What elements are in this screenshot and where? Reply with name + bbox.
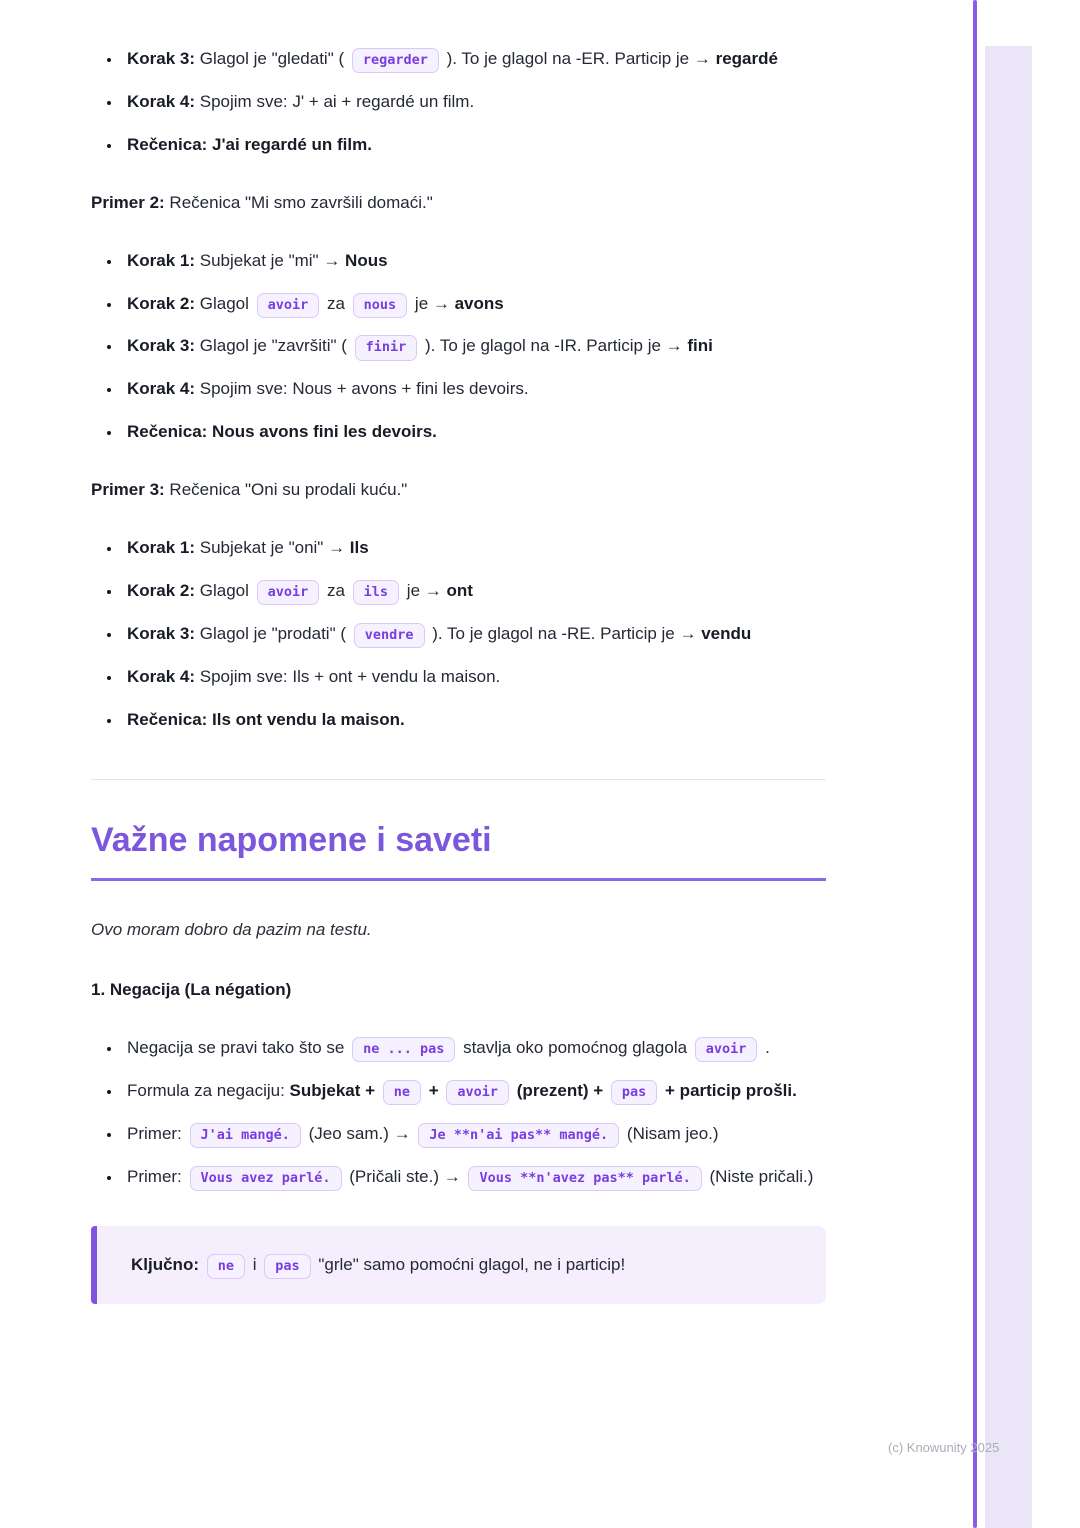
text-segment: za (322, 293, 350, 313)
text-segment: Glagol je "prodati" ( (195, 623, 351, 643)
text-segment: Glagol (195, 293, 254, 313)
list-item (122, 331, 826, 361)
text-segment: (Nisam jeo.) (622, 1124, 719, 1144)
list-item (122, 576, 826, 606)
bold-text: Rečenica: Nous avons fini les devoirs. (127, 422, 437, 442)
list-item (122, 1119, 826, 1149)
inline-code: Je **n'ai pas** mangé. (418, 1123, 619, 1148)
text-segment: Spojim sve: J' + ai + regardé un film. (195, 91, 475, 111)
list-item (122, 705, 826, 735)
key-callout (91, 1226, 826, 1304)
text-segment: Glagol (195, 580, 254, 600)
bold-text: Korak 4: (127, 91, 196, 111)
list-item (122, 533, 826, 563)
steps-list-example1 (91, 44, 826, 160)
text-segment: "grle" samo pomoćni glagol, ne i particip! (313, 1254, 626, 1274)
text-segment: Spojim sve: Nous + avons + fini les devoirs. (195, 379, 529, 399)
bold-text: Korak 3: (127, 336, 196, 356)
inline-code: ne ... pas (352, 1037, 455, 1062)
negation-list (91, 1033, 826, 1192)
section-heading: Važne napomene i saveti (91, 820, 826, 882)
text-segment: . (760, 1038, 770, 1058)
page-margin-strip (985, 46, 1032, 1528)
steps-list-example3 (91, 533, 826, 735)
steps-list-example2 (91, 246, 826, 448)
list-item (122, 374, 826, 404)
list-item (122, 246, 826, 276)
bold-text: avons (454, 293, 504, 313)
text-segment: Primer: (127, 1124, 187, 1144)
text-segment: ). To je glagol na -RE. Particip je → (427, 623, 702, 643)
example3-intro (91, 475, 826, 505)
section-divider (91, 779, 826, 780)
bold-text: (prezent) + (512, 1081, 608, 1101)
list-item (122, 1162, 826, 1192)
list-item (122, 289, 826, 319)
notes-content (91, 44, 826, 1304)
list-item (122, 417, 826, 447)
text-segment: Glagol je "gledati" ( (195, 49, 349, 68)
list-item (122, 1033, 826, 1063)
bold-text: Nous (345, 250, 388, 270)
callout-text (131, 1250, 802, 1280)
bold-text: Ils (349, 538, 369, 558)
list-item (122, 1076, 826, 1106)
text-segment: stavlja oko pomoćnog glagola (458, 1038, 692, 1058)
bold-text: Korak 1: (127, 538, 196, 558)
bold-text: Subjekat + (289, 1081, 380, 1101)
inline-code: pas (264, 1254, 310, 1279)
text-segment: ). To je glagol na -ER. Particip je → (441, 49, 716, 68)
text-segment: i (247, 1254, 262, 1274)
scrollbar[interactable] (973, 0, 977, 1528)
inline-code: Vous **n'avez pas** parlé. (468, 1166, 701, 1191)
inline-code: nous (353, 293, 408, 318)
bold-text: regardé (715, 49, 778, 68)
text-segment: je → (402, 580, 447, 600)
bold-text: Primer 3: (91, 480, 165, 500)
bold-text: Rečenica: J'ai regardé un film. (127, 134, 372, 154)
subsection-heading: 1. Negacija (La négation) (91, 980, 292, 1000)
list-item (122, 44, 826, 74)
bold-text: Korak 3: (127, 623, 196, 643)
text-segment: Subjekat je "mi" → (195, 250, 346, 270)
bold-text: fini (687, 336, 713, 356)
inline-code: pas (611, 1080, 657, 1105)
bold-text: Korak 3: (127, 49, 196, 68)
bold-text: Primer 2: (91, 192, 165, 212)
inline-code: regarder (352, 48, 439, 73)
list-item (122, 87, 826, 117)
inline-code: Vous avez parlé. (190, 1166, 342, 1191)
text-segment: Subjekat je "oni" → (195, 538, 350, 558)
italic-note: Ovo moram dobro da pazim na testu. (91, 920, 372, 940)
inline-code: J'ai mangé. (190, 1123, 301, 1148)
bold-text: Ključno: (131, 1254, 204, 1274)
bold-text: Korak 1: (127, 250, 196, 270)
inline-code: avoir (257, 293, 320, 318)
text-segment: Glagol je "završiti" ( (195, 336, 352, 356)
example2-intro (91, 188, 826, 218)
text-segment: Negacija se pravi tako što se (127, 1038, 350, 1058)
bold-text: vendu (701, 623, 752, 643)
list-item (122, 662, 826, 692)
text-segment: Rečenica "Mi smo završili domaći." (164, 192, 433, 212)
copyright-watermark: (c) Knowunity 2025 (888, 1440, 1000, 1455)
list-item (122, 130, 826, 160)
bold-text: + particip prošli. (660, 1081, 797, 1101)
text-segment: Spojim sve: Ils + ont + vendu la maison. (195, 666, 501, 686)
inline-code: ne (383, 1080, 421, 1105)
inline-code: avoir (695, 1037, 758, 1062)
inline-code: avoir (446, 1080, 509, 1105)
bold-text: ont (446, 580, 473, 600)
inline-code: avoir (257, 580, 320, 605)
text-segment: (Niste pričali.) (704, 1166, 814, 1186)
text-segment: ). To je glagol na -IR. Particip je → (420, 336, 688, 356)
inline-code: ils (353, 580, 399, 605)
inline-code: ne (207, 1254, 245, 1279)
inline-code: vendre (354, 623, 425, 648)
text-segment: je → (410, 293, 455, 313)
inline-code: finir (355, 335, 418, 360)
text-segment: Formula za negaciju: (127, 1081, 290, 1101)
bold-text: + (424, 1081, 444, 1101)
bold-text: Korak 4: (127, 379, 196, 399)
text-segment: (Pričali ste.) → (344, 1166, 466, 1186)
bold-text: Korak 2: (127, 580, 196, 600)
bold-text: Korak 2: (127, 293, 196, 313)
list-item (122, 619, 826, 649)
text-segment: (Jeo sam.) → (303, 1124, 416, 1144)
text-segment: Primer: (127, 1166, 187, 1186)
text-segment: Rečenica "Oni su prodali kuću." (164, 480, 408, 500)
text-segment: za (322, 580, 350, 600)
bold-text: Rečenica: Ils ont vendu la maison. (127, 709, 405, 729)
bold-text: Korak 4: (127, 666, 196, 686)
